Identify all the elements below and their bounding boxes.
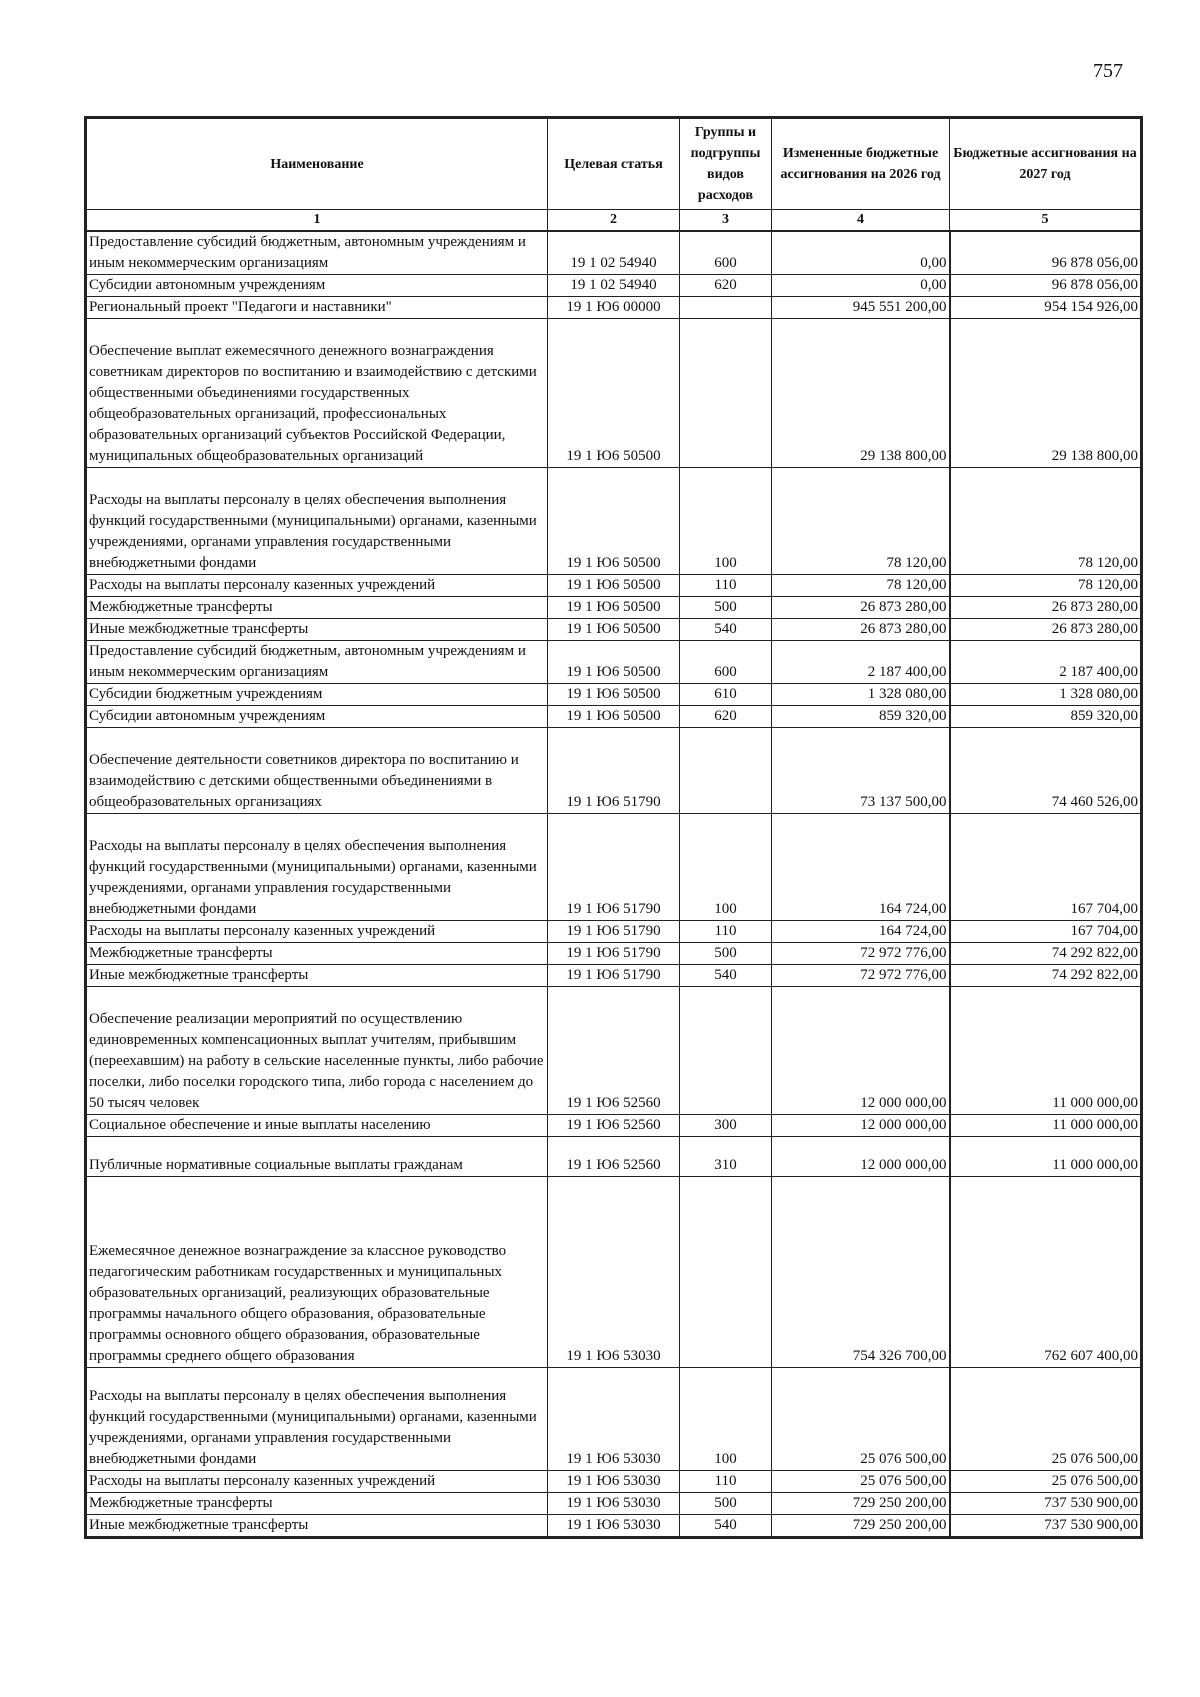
row-group-cell: 620 <box>680 706 772 728</box>
row-code-cell: 19 1 Ю6 50500 <box>548 706 680 728</box>
row-name-cell: Субсидии автономным учреждениям <box>86 275 548 297</box>
row-amount-2026-cell: 12 000 000,00 <box>772 1115 950 1137</box>
row-code-cell: 19 1 Ю6 52560 <box>548 987 680 1115</box>
table-row <box>86 641 1142 684</box>
row-code-cell: 19 1 Ю6 53030 <box>548 1515 680 1538</box>
row-amount-2026-cell: 25 076 500,00 <box>772 1368 950 1471</box>
row-code-cell: 19 1 02 54940 <box>548 275 680 297</box>
row-code-cell: 19 1 Ю6 50500 <box>548 468 680 575</box>
row-name-cell: Публичные нормативные социальные выплаты гражданам <box>86 1137 548 1177</box>
row-code-cell: 19 1 Ю6 50500 <box>548 597 680 619</box>
row-code-cell: 19 1 Ю6 50500 <box>548 684 680 706</box>
row-amount-2027-cell: 737 530 900,00 <box>950 1493 1142 1515</box>
row-group-cell: 100 <box>680 814 772 921</box>
row-amount-2027-cell: 26 873 280,00 <box>950 619 1142 641</box>
row-amount-2027-cell: 25 076 500,00 <box>950 1368 1142 1471</box>
row-group-cell: 540 <box>680 965 772 987</box>
row-code-cell: 19 1 Ю6 51790 <box>548 921 680 943</box>
table-row <box>86 814 1142 921</box>
header-amount-2026: Измененные бюджетные ассигнования на 2026 год <box>772 118 950 210</box>
row-amount-2027-cell: 1 328 080,00 <box>950 684 1142 706</box>
row-group-cell: 500 <box>680 1493 772 1515</box>
row-amount-2026-cell: 26 873 280,00 <box>772 597 950 619</box>
row-name-cell: Расходы на выплаты персоналу в целях обеспечения выполнения функций государственными (муниципальными) органами, казенными учреждениями, органами управления государственными внебюджетными фондами <box>86 814 548 921</box>
row-group-cell <box>680 728 772 814</box>
row-amount-2027-cell: 859 320,00 <box>950 706 1142 728</box>
row-name-cell: Обеспечение реализации мероприятий по осуществлению единовременных компенсационных выплат учителям, прибывшим (переехавшим) на работу в сельские населенные пункты, либо рабочие поселки, либо поселки городского типа, либо города с населением до 50 тысяч человек <box>86 987 548 1115</box>
row-amount-2026-cell: 78 120,00 <box>772 468 950 575</box>
row-amount-2027-cell: 167 704,00 <box>950 921 1142 943</box>
row-amount-2027-cell: 25 076 500,00 <box>950 1471 1142 1493</box>
row-amount-2027-cell: 96 878 056,00 <box>950 231 1142 275</box>
row-name-cell: Обеспечение деятельности советников директора по воспитанию и взаимодействию с детскими общественными объединениями в общеобразовательных организациях <box>86 728 548 814</box>
table-row <box>86 1177 1142 1368</box>
table-row <box>86 1471 1142 1493</box>
row-group-cell: 610 <box>680 684 772 706</box>
row-code-cell: 19 1 02 54940 <box>548 231 680 275</box>
row-name-cell: Субсидии автономным учреждениям <box>86 706 548 728</box>
header-name: Наименование <box>86 118 548 210</box>
row-amount-2026-cell: 729 250 200,00 <box>772 1493 950 1515</box>
row-amount-2027-cell: 762 607 400,00 <box>950 1177 1142 1368</box>
row-amount-2026-cell: 164 724,00 <box>772 814 950 921</box>
header-amount-2027: Бюджетные ассигнования на 2027 год <box>950 118 1142 210</box>
header-group: Группы и подгруппы видов расходов <box>680 118 772 210</box>
row-amount-2027-cell: 74 292 822,00 <box>950 965 1142 987</box>
row-group-cell: 110 <box>680 921 772 943</box>
row-code-cell: 19 1 Ю6 52560 <box>548 1137 680 1177</box>
table-row <box>86 1515 1142 1538</box>
row-code-cell: 19 1 Ю6 50500 <box>548 641 680 684</box>
table-row <box>86 319 1142 468</box>
row-amount-2027-cell: 167 704,00 <box>950 814 1142 921</box>
row-group-cell: 600 <box>680 231 772 275</box>
table-row <box>86 1368 1142 1471</box>
row-code-cell: 19 1 Ю6 53030 <box>548 1493 680 1515</box>
row-name-cell: Обеспечение выплат ежемесячного денежного вознаграждения советникам директоров по воспитанию и взаимодействию с детскими общественными объединениями государственных общеобразовательных организаций, профессиональных образовательных организаций субъектов Российской Федерации, муниципальных общеобразовательных организаций <box>86 319 548 468</box>
column-number: 2 <box>548 210 680 232</box>
row-group-cell: 600 <box>680 641 772 684</box>
table-row <box>86 1115 1142 1137</box>
row-amount-2027-cell: 74 460 526,00 <box>950 728 1142 814</box>
row-amount-2026-cell: 1 328 080,00 <box>772 684 950 706</box>
row-name-cell: Субсидии бюджетным учреждениям <box>86 684 548 706</box>
row-amount-2027-cell: 29 138 800,00 <box>950 319 1142 468</box>
row-name-cell: Расходы на выплаты персоналу казенных учреждений <box>86 921 548 943</box>
table-row <box>86 706 1142 728</box>
row-amount-2027-cell: 2 187 400,00 <box>950 641 1142 684</box>
row-amount-2026-cell: 0,00 <box>772 231 950 275</box>
row-name-cell: Расходы на выплаты персоналу казенных учреждений <box>86 575 548 597</box>
table-row <box>86 1493 1142 1515</box>
table-row <box>86 684 1142 706</box>
row-code-cell: 19 1 Ю6 51790 <box>548 814 680 921</box>
row-amount-2026-cell: 72 972 776,00 <box>772 943 950 965</box>
row-amount-2026-cell: 164 724,00 <box>772 921 950 943</box>
row-amount-2027-cell: 737 530 900,00 <box>950 1515 1142 1538</box>
row-group-cell: 500 <box>680 943 772 965</box>
column-number: 4 <box>772 210 950 232</box>
row-code-cell: 19 1 Ю6 51790 <box>548 965 680 987</box>
row-name-cell: Предоставление субсидий бюджетным, автономным учреждениям и иным некоммерческим организациям <box>86 231 548 275</box>
row-amount-2027-cell: 11 000 000,00 <box>950 1115 1142 1137</box>
row-group-cell: 100 <box>680 468 772 575</box>
row-code-cell: 19 1 Ю6 50500 <box>548 619 680 641</box>
row-code-cell: 19 1 Ю6 50500 <box>548 319 680 468</box>
row-group-cell: 540 <box>680 619 772 641</box>
row-group-cell <box>680 297 772 319</box>
row-code-cell: 19 1 Ю6 53030 <box>548 1368 680 1471</box>
row-amount-2027-cell: 11 000 000,00 <box>950 987 1142 1115</box>
table-row <box>86 297 1142 319</box>
row-amount-2027-cell: 78 120,00 <box>950 575 1142 597</box>
table-row <box>86 728 1142 814</box>
row-group-cell: 500 <box>680 597 772 619</box>
row-group-cell <box>680 1177 772 1368</box>
row-group-cell: 540 <box>680 1515 772 1538</box>
table-row <box>86 965 1142 987</box>
row-group-cell: 100 <box>680 1368 772 1471</box>
row-code-cell: 19 1 Ю6 00000 <box>548 297 680 319</box>
row-amount-2026-cell: 29 138 800,00 <box>772 319 950 468</box>
table-row <box>86 921 1142 943</box>
row-group-cell: 300 <box>680 1115 772 1137</box>
row-name-cell: Межбюджетные трансферты <box>86 1493 548 1515</box>
row-code-cell: 19 1 Ю6 51790 <box>548 943 680 965</box>
row-amount-2026-cell: 859 320,00 <box>772 706 950 728</box>
row-amount-2027-cell: 78 120,00 <box>950 468 1142 575</box>
row-amount-2026-cell: 0,00 <box>772 275 950 297</box>
row-amount-2026-cell: 78 120,00 <box>772 575 950 597</box>
page-number: 757 <box>1093 60 1123 82</box>
row-name-cell: Межбюджетные трансферты <box>86 597 548 619</box>
column-number: 5 <box>950 210 1142 232</box>
row-code-cell: 19 1 Ю6 52560 <box>548 1115 680 1137</box>
row-amount-2026-cell: 73 137 500,00 <box>772 728 950 814</box>
row-amount-2027-cell: 96 878 056,00 <box>950 275 1142 297</box>
table-row <box>86 943 1142 965</box>
row-name-cell: Предоставление субсидий бюджетным, автономным учреждениям и иным некоммерческим организациям <box>86 641 548 684</box>
row-amount-2027-cell: 954 154 926,00 <box>950 297 1142 319</box>
header-code: Целевая статья <box>548 118 680 210</box>
row-amount-2026-cell: 754 326 700,00 <box>772 1177 950 1368</box>
table-row <box>86 468 1142 575</box>
row-name-cell: Расходы на выплаты персоналу в целях обеспечения выполнения функций государственными (муниципальными) органами, казенными учреждениями, органами управления государственными внебюджетными фондами <box>86 1368 548 1471</box>
row-code-cell: 19 1 Ю6 51790 <box>548 728 680 814</box>
row-name-cell: Ежемесячное денежное вознаграждение за классное руководство педагогическим работникам государственных и муниципальных образовательных организаций, реализующих образовательные программы начального общего образования, образовательные программы основного общего образования, образовательные программы среднего общего образования <box>86 1177 548 1368</box>
row-group-cell <box>680 987 772 1115</box>
row-code-cell: 19 1 Ю6 50500 <box>548 575 680 597</box>
row-name-cell: Социальное обеспечение и иные выплаты населению <box>86 1115 548 1137</box>
table-row <box>86 1137 1142 1177</box>
table-header-row <box>86 118 1142 210</box>
table-row <box>86 987 1142 1115</box>
column-number-row <box>86 210 1142 232</box>
row-code-cell: 19 1 Ю6 53030 <box>548 1471 680 1493</box>
row-name-cell: Расходы на выплаты персоналу казенных учреждений <box>86 1471 548 1493</box>
row-name-cell: Расходы на выплаты персоналу в целях обеспечения выполнения функций государственными (муниципальными) органами, казенными учреждениями, органами управления государственными внебюджетными фондами <box>86 468 548 575</box>
row-group-cell: 110 <box>680 1471 772 1493</box>
row-amount-2027-cell: 11 000 000,00 <box>950 1137 1142 1177</box>
column-number: 1 <box>86 210 548 232</box>
row-name-cell: Иные межбюджетные трансферты <box>86 965 548 987</box>
row-code-cell: 19 1 Ю6 53030 <box>548 1177 680 1368</box>
row-group-cell <box>680 319 772 468</box>
row-amount-2026-cell: 72 972 776,00 <box>772 965 950 987</box>
table-row <box>86 575 1142 597</box>
row-name-cell: Иные межбюджетные трансферты <box>86 619 548 641</box>
row-amount-2027-cell: 26 873 280,00 <box>950 597 1142 619</box>
row-amount-2026-cell: 945 551 200,00 <box>772 297 950 319</box>
row-name-cell: Иные межбюджетные трансферты <box>86 1515 548 1538</box>
row-amount-2027-cell: 74 292 822,00 <box>950 943 1142 965</box>
table-row <box>86 275 1142 297</box>
row-amount-2026-cell: 12 000 000,00 <box>772 987 950 1115</box>
table-row <box>86 231 1142 275</box>
table-row <box>86 597 1142 619</box>
row-name-cell: Межбюджетные трансферты <box>86 943 548 965</box>
row-amount-2026-cell: 12 000 000,00 <box>772 1137 950 1177</box>
row-group-cell: 620 <box>680 275 772 297</box>
row-amount-2026-cell: 25 076 500,00 <box>772 1471 950 1493</box>
row-name-cell: Региональный проект "Педагоги и наставники" <box>86 297 548 319</box>
table-row <box>86 619 1142 641</box>
row-amount-2026-cell: 2 187 400,00 <box>772 641 950 684</box>
row-group-cell: 110 <box>680 575 772 597</box>
row-amount-2026-cell: 729 250 200,00 <box>772 1515 950 1538</box>
budget-table <box>84 116 1143 1539</box>
row-amount-2026-cell: 26 873 280,00 <box>772 619 950 641</box>
row-group-cell: 310 <box>680 1137 772 1177</box>
column-number: 3 <box>680 210 772 232</box>
